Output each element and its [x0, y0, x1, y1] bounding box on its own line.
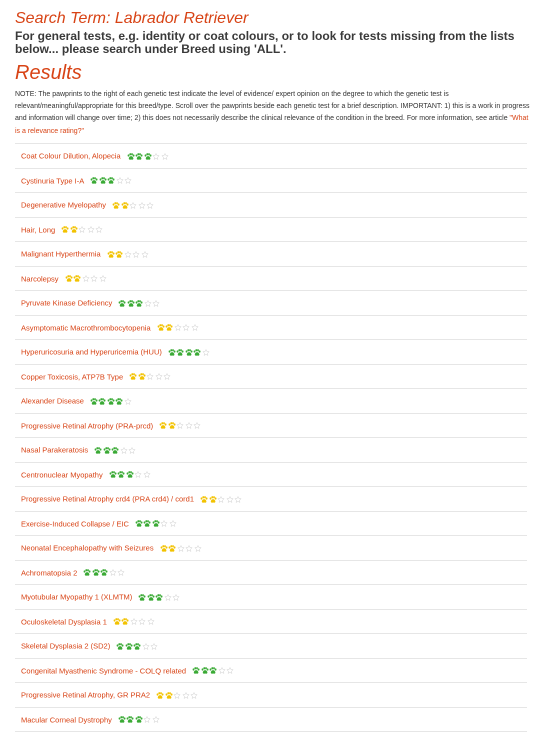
paw-empty-icon — [134, 471, 142, 478]
paw-filled-icon — [70, 226, 78, 233]
relevance-rating[interactable] — [127, 153, 170, 160]
genetic-test-link[interactable]: Copper Toxicosis, ATP7B Type — [21, 371, 124, 381]
relevance-rating[interactable] — [168, 349, 211, 356]
paw-empty-icon — [124, 398, 132, 405]
paw-empty-icon — [124, 251, 132, 258]
genetic-test-link[interactable]: Progressive Retinal Atrophy crd4 (PRA crd4) / cord1 — [21, 494, 194, 504]
relevance-rating[interactable] — [118, 300, 161, 307]
paw-empty-icon — [152, 716, 160, 723]
paw-empty-icon — [152, 153, 160, 160]
paw-empty-icon — [226, 667, 234, 674]
paw-filled-icon — [121, 202, 129, 209]
table-row — [15, 267, 527, 292]
table-row — [15, 585, 527, 610]
paw-filled-icon — [133, 643, 141, 650]
paw-empty-icon — [132, 251, 140, 258]
paw-filled-icon — [155, 594, 163, 601]
paw-empty-icon — [177, 545, 185, 552]
relevance-rating[interactable] — [83, 569, 126, 576]
relevance-rating[interactable] — [61, 226, 104, 233]
paw-filled-icon — [168, 422, 176, 429]
relevance-rating[interactable] — [129, 373, 172, 380]
paw-filled-icon — [135, 153, 143, 160]
paw-empty-icon — [120, 447, 128, 454]
results-title: Results — [15, 62, 82, 84]
paw-empty-icon — [202, 349, 210, 356]
paw-empty-icon — [99, 275, 107, 282]
table-row — [15, 487, 527, 512]
paw-filled-icon — [157, 324, 165, 331]
paw-filled-icon — [138, 373, 146, 380]
paw-empty-icon — [193, 422, 201, 429]
relevance-rating[interactable] — [109, 471, 152, 478]
table-row — [15, 536, 527, 561]
paw-filled-icon — [73, 275, 81, 282]
genetic-test-link[interactable]: Narcolepsy — [21, 273, 59, 283]
relevance-rating[interactable] — [90, 398, 133, 405]
paw-empty-icon — [124, 177, 132, 184]
paw-filled-icon — [156, 692, 164, 699]
table-row — [15, 683, 527, 708]
table-row — [15, 561, 527, 586]
paw-empty-icon — [138, 618, 146, 625]
genetic-test-link[interactable]: Progressive Retinal Atrophy (PRA-prcd) — [21, 420, 154, 430]
relevance-rating[interactable] — [112, 202, 155, 209]
paw-empty-icon — [130, 618, 138, 625]
paw-filled-icon — [118, 300, 126, 307]
genetic-test-link[interactable]: Coat Colour Dilution, Alopecia — [21, 151, 121, 161]
paw-empty-icon — [128, 447, 136, 454]
paw-filled-icon — [126, 471, 134, 478]
paw-empty-icon — [142, 643, 150, 650]
genetic-test-link[interactable]: Macular Corneal Dystrophy — [21, 714, 112, 724]
genetic-test-link[interactable]: Neonatal Encephalopathy with Seizures — [21, 543, 154, 553]
paw-filled-icon — [98, 398, 106, 405]
table-row — [15, 340, 527, 365]
table-row — [15, 316, 527, 341]
paw-filled-icon — [192, 667, 200, 674]
genetic-test-link[interactable]: Exercise-Induced Collapse / EIC — [21, 518, 129, 528]
relevance-rating[interactable] — [118, 716, 161, 723]
paw-filled-icon — [125, 643, 133, 650]
table-row — [15, 414, 527, 439]
paw-empty-icon — [185, 422, 193, 429]
general-tests-notice: For general tests, e.g. identity or coat colours, or to look for tests missing from the lists below... please search under Breed using 'ALL'. — [15, 29, 515, 56]
table-row — [15, 242, 527, 267]
paw-filled-icon — [103, 447, 111, 454]
paw-empty-icon — [95, 226, 103, 233]
paw-filled-icon — [94, 447, 102, 454]
relevance-rating[interactable] — [135, 520, 178, 527]
relevance-rating[interactable] — [192, 667, 235, 674]
paw-filled-icon — [147, 594, 155, 601]
paw-empty-icon — [87, 226, 95, 233]
paw-filled-icon — [144, 153, 152, 160]
paw-empty-icon — [173, 692, 181, 699]
paw-empty-icon — [146, 373, 154, 380]
genetic-test-link[interactable]: Hyperuricosuria and Hyperuricemia (HUU) — [21, 347, 162, 357]
paw-empty-icon — [138, 202, 146, 209]
relevance-rating[interactable] — [107, 251, 150, 258]
genetic-test-link[interactable]: Malignant Hyperthermia — [21, 249, 101, 259]
paw-empty-icon — [161, 153, 169, 160]
genetic-test-link[interactable]: Centronuclear Myopathy — [21, 469, 103, 479]
paw-empty-icon — [116, 177, 124, 184]
genetic-test-link[interactable]: Myotubular Myopathy 1 (XLMTM) — [21, 592, 133, 602]
paw-filled-icon — [135, 520, 143, 527]
genetic-test-link[interactable]: Nasal Parakeratosis — [21, 445, 89, 455]
paw-empty-icon — [155, 373, 163, 380]
note-text: NOTE: The pawprints to the right of each genetic test indicate the level of evidence/ expert opinion on the degree to which the genetic test is relevant/meaningful/appropriate for this breed/type. Scroll over the pawprints beside each genetic test for a brief description. IMPORTANT: 1) this is a work in progress and information will change over time; 2) this does not necessarily describe the clinical relevance of the condition in the breed. For more information, see article — [15, 91, 530, 123]
paw-filled-icon — [152, 520, 160, 527]
paw-empty-icon — [141, 251, 149, 258]
paw-filled-icon — [115, 251, 123, 258]
paw-empty-icon — [144, 300, 152, 307]
paw-filled-icon — [116, 643, 124, 650]
paw-empty-icon — [218, 667, 226, 674]
relevance-rating[interactable] — [157, 324, 200, 331]
paw-empty-icon — [90, 275, 98, 282]
table-row — [15, 291, 527, 316]
paw-empty-icon — [194, 545, 202, 552]
paw-filled-icon — [99, 177, 107, 184]
table-row — [15, 218, 527, 243]
paw-filled-icon — [126, 716, 134, 723]
paw-filled-icon — [209, 496, 217, 503]
table-row — [15, 438, 527, 463]
paw-filled-icon — [65, 275, 73, 282]
table-row — [15, 365, 527, 390]
paw-empty-icon — [150, 643, 158, 650]
paw-empty-icon — [164, 594, 172, 601]
table-row — [15, 193, 527, 218]
table-row — [15, 512, 527, 537]
paw-empty-icon — [78, 226, 86, 233]
paw-empty-icon — [109, 569, 117, 576]
paw-filled-icon — [160, 545, 168, 552]
paw-filled-icon — [165, 324, 173, 331]
relevance-rating[interactable] — [94, 447, 137, 454]
paw-filled-icon — [118, 716, 126, 723]
table-row — [15, 389, 527, 414]
relevance-rating[interactable] — [138, 594, 181, 601]
paw-filled-icon — [135, 716, 143, 723]
paw-filled-icon — [61, 226, 69, 233]
paw-empty-icon — [176, 422, 184, 429]
paw-filled-icon — [83, 569, 91, 576]
paw-filled-icon — [168, 349, 176, 356]
paw-filled-icon — [200, 496, 208, 503]
relevance-rating[interactable] — [113, 618, 156, 625]
table-row — [15, 169, 527, 194]
paw-filled-icon — [112, 202, 120, 209]
table-row — [15, 144, 527, 169]
genetic-test-link[interactable]: Congenital Myasthenic Syndrome - COLQ related — [21, 665, 187, 675]
genetic-test-link[interactable]: Degenerative Myelopathy — [21, 200, 107, 210]
genetic-test-link[interactable]: Hair, Long — [21, 224, 56, 234]
paw-filled-icon — [127, 153, 135, 160]
paw-filled-icon — [127, 300, 135, 307]
genetic-test-link[interactable]: Achromatopsia 2 — [21, 567, 78, 577]
paw-filled-icon — [92, 569, 100, 576]
genetic-test-link[interactable]: Skeletal Dysplasia 2 (SD2) — [21, 641, 111, 651]
paw-filled-icon — [111, 447, 119, 454]
genetic-test-link[interactable]: Alexander Disease — [21, 396, 84, 406]
paw-empty-icon — [172, 594, 180, 601]
paw-filled-icon — [100, 569, 108, 576]
paw-filled-icon — [165, 692, 173, 699]
table-row — [15, 659, 527, 684]
table-row — [15, 610, 527, 635]
genetic-test-list — [15, 143, 527, 732]
genetic-test-link[interactable]: Oculoskeletal Dysplasia 1 — [21, 616, 107, 626]
paw-filled-icon — [129, 373, 137, 380]
relevance-rating[interactable] — [159, 422, 202, 429]
paw-filled-icon — [138, 594, 146, 601]
paw-filled-icon — [107, 177, 115, 184]
search-term-heading: Search Term: Labrador Retriever — [15, 10, 249, 27]
paw-empty-icon — [147, 618, 155, 625]
paw-filled-icon — [117, 471, 125, 478]
relevance-rating[interactable] — [160, 545, 203, 552]
genetic-test-link[interactable]: Asymptomatic Macrothrombocytopenia — [21, 322, 151, 332]
paw-empty-icon — [117, 569, 125, 576]
relevance-rating[interactable] — [116, 643, 159, 650]
paw-empty-icon — [182, 692, 190, 699]
relevance-rating[interactable] — [200, 496, 243, 503]
paw-empty-icon — [182, 324, 190, 331]
paw-filled-icon — [90, 398, 98, 405]
paw-empty-icon — [143, 471, 151, 478]
paw-filled-icon — [121, 618, 129, 625]
paw-empty-icon — [174, 324, 182, 331]
table-row — [15, 708, 527, 733]
paw-empty-icon — [217, 496, 225, 503]
paw-empty-icon — [129, 202, 137, 209]
results-note — [15, 89, 530, 138]
relevance-rating[interactable] — [65, 275, 108, 282]
paw-filled-icon — [115, 398, 123, 405]
paw-empty-icon — [163, 373, 171, 380]
paw-filled-icon — [168, 545, 176, 552]
paw-empty-icon — [82, 275, 90, 282]
paw-filled-icon — [201, 667, 209, 674]
paw-empty-icon — [143, 716, 151, 723]
paw-empty-icon — [160, 520, 168, 527]
genetic-test-link[interactable]: Cystinuria Type I-A — [21, 175, 85, 185]
table-row — [15, 634, 527, 659]
paw-empty-icon — [226, 496, 234, 503]
paw-filled-icon — [193, 349, 201, 356]
paw-empty-icon — [190, 692, 198, 699]
paw-empty-icon — [169, 520, 177, 527]
paw-empty-icon — [191, 324, 199, 331]
paw-filled-icon — [107, 251, 115, 258]
paw-filled-icon — [143, 520, 151, 527]
relevance-rating[interactable] — [90, 177, 133, 184]
relevance-rating[interactable] — [156, 692, 199, 699]
paw-filled-icon — [113, 618, 121, 625]
paw-empty-icon — [234, 496, 242, 503]
paw-filled-icon — [107, 398, 115, 405]
paw-empty-icon — [152, 300, 160, 307]
relevance-rating-link[interactable]: "What is a relevance rating?" — [15, 115, 529, 135]
table-row — [15, 463, 527, 488]
paw-filled-icon — [185, 349, 193, 356]
genetic-test-link[interactable]: Pyruvate Kinase Deficiency — [21, 298, 113, 308]
paw-filled-icon — [109, 471, 117, 478]
paw-filled-icon — [176, 349, 184, 356]
paw-empty-icon — [146, 202, 154, 209]
paw-filled-icon — [135, 300, 143, 307]
paw-filled-icon — [159, 422, 167, 429]
paw-filled-icon — [209, 667, 217, 674]
genetic-test-link[interactable]: Progressive Retinal Atrophy, GR PRA2 — [21, 690, 151, 700]
paw-filled-icon — [90, 177, 98, 184]
paw-empty-icon — [185, 545, 193, 552]
